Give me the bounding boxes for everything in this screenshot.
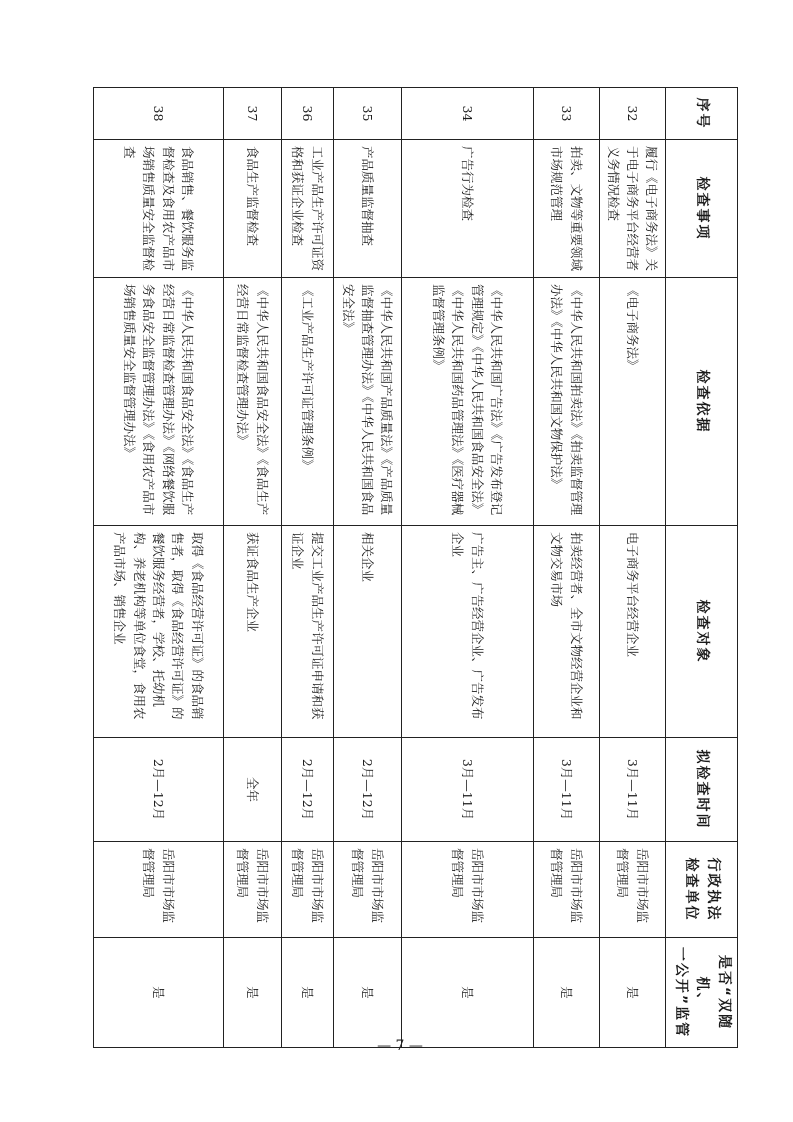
header-object: 检查对象 — [665, 526, 737, 738]
cell-unit: 岳阳市市场监督管理局 — [599, 842, 665, 938]
cell-time: 3月—11月 — [533, 738, 599, 842]
cell-supervision: 是 — [223, 938, 281, 1048]
cell-supervision: 是 — [599, 938, 665, 1048]
cell-unit: 岳阳市市场监督管理局 — [533, 842, 599, 938]
cell-seq: 35 — [333, 88, 401, 140]
cell-unit: 岳阳市市场监督管理局 — [93, 842, 223, 938]
cell-item: 食品销售、餐饮服务监督检查及食用农产品市场销售质量安全监督检查 — [93, 140, 223, 278]
table-row — [93, 88, 223, 1048]
cell-object: 取得《食品经营许可证》的食品销售者，取得《食品经营许可证》的餐饮服务经营者，学校、托幼机构、养老机构等单位食堂，食用农产品市场、销售企业 — [93, 526, 223, 738]
cell-seq: 37 — [223, 88, 281, 140]
table-row — [223, 88, 281, 1048]
cell-supervision: 是 — [333, 938, 401, 1048]
cell-basis: 《中华人民共和国产品质量法》《产品质量监督抽查管理办法》《中华人民共和国食品安全法》 — [333, 278, 401, 526]
cell-object: 广告主、广告经营企业、广告发布企业 — [401, 526, 533, 738]
cell-basis: 《电子商务法》 — [599, 278, 665, 526]
rotated-table-wrapper — [108, 87, 738, 1047]
cell-object: 获证食品生产企业 — [223, 526, 281, 738]
header-item: 检查事项 — [665, 140, 737, 278]
cell-supervision: 是 — [401, 938, 533, 1048]
cell-time: 全年 — [223, 738, 281, 842]
cell-time: 2月—12月 — [281, 738, 333, 842]
cell-basis: 《工业产品生产许可证管理条例》 — [281, 278, 333, 526]
table-row — [333, 88, 401, 1048]
cell-seq: 33 — [533, 88, 599, 140]
header-seq: 序号 — [665, 88, 737, 140]
cell-basis: 《中华人民共和国食品安全法》《食品生产经营日常监督检查管理办法》《网络餐饮服务食品安全监督管理办法》《食用农产品市场销售质量安全监督管理办法》 — [93, 278, 223, 526]
cell-object: 相关企业 — [333, 526, 401, 738]
cell-unit: 岳阳市市场监督管理局 — [333, 842, 401, 938]
table-row — [533, 88, 599, 1048]
cell-item: 广告行为检查 — [401, 140, 533, 278]
cell-object: 电子商务平台经营企业 — [599, 526, 665, 738]
cell-unit: 岳阳市市场监督管理局 — [281, 842, 333, 938]
cell-time: 2月—12月 — [333, 738, 401, 842]
cell-object: 提交工业产品生产许可证申请和获证企业 — [281, 526, 333, 738]
cell-basis: 《中华人民共和国食品安全法》《食品生产经营日常监督检查管理办法》 — [223, 278, 281, 526]
cell-supervision: 是 — [93, 938, 223, 1048]
cell-basis: 《中华人民共和国拍卖法》《拍卖监督管理办法》《中华人民共和国文物保护法》 — [533, 278, 599, 526]
cell-seq: 38 — [93, 88, 223, 140]
cell-item: 工业产品生产许可证资格和获证企业检查 — [281, 140, 333, 278]
cell-item: 履行《电子商务法》关于电子商务平台经营者义务情况检查 — [599, 140, 665, 278]
header-unit: 行政执法 检查单位 — [665, 842, 737, 938]
cell-seq: 36 — [281, 88, 333, 140]
page-number: — 7 — — [377, 1038, 423, 1054]
cell-time: 3月—11月 — [599, 738, 665, 842]
cell-item: 拍卖、文物等重要领域市场规范管理 — [533, 140, 599, 278]
cell-time: 3月—11月 — [401, 738, 533, 842]
table-header-row — [665, 88, 737, 1048]
cell-item: 产品质量监督抽查 — [333, 140, 401, 278]
table-row — [281, 88, 333, 1048]
cell-unit: 岳阳市市场监督管理局 — [223, 842, 281, 938]
inspection-plan-table — [93, 87, 738, 1048]
cell-unit: 岳阳市市场监督管理局 — [401, 842, 533, 938]
cell-item: 食品生产监督检查 — [223, 140, 281, 278]
cell-basis: 《中华人民共和国广告法》《广告发布登记管理规定》《中华人民共和国食品安全法》《中华人民共和国药品管理法》《医疗器械监督管理条例》 — [401, 278, 533, 526]
header-time: 拟检查时间 — [665, 738, 737, 842]
table-row — [599, 88, 665, 1048]
table-row — [401, 88, 533, 1048]
cell-seq: 34 — [401, 88, 533, 140]
header-basis: 检查依据 — [665, 278, 737, 526]
cell-object: 拍卖经营者、全市文物经营企业和文物交易市场 — [533, 526, 599, 738]
cell-supervision: 是 — [533, 938, 599, 1048]
header-supervision: 是否“双随机、 一公开”监管 — [665, 938, 737, 1048]
cell-time: 2月—12月 — [93, 738, 223, 842]
cell-seq: 32 — [599, 88, 665, 140]
cell-supervision: 是 — [281, 938, 333, 1048]
